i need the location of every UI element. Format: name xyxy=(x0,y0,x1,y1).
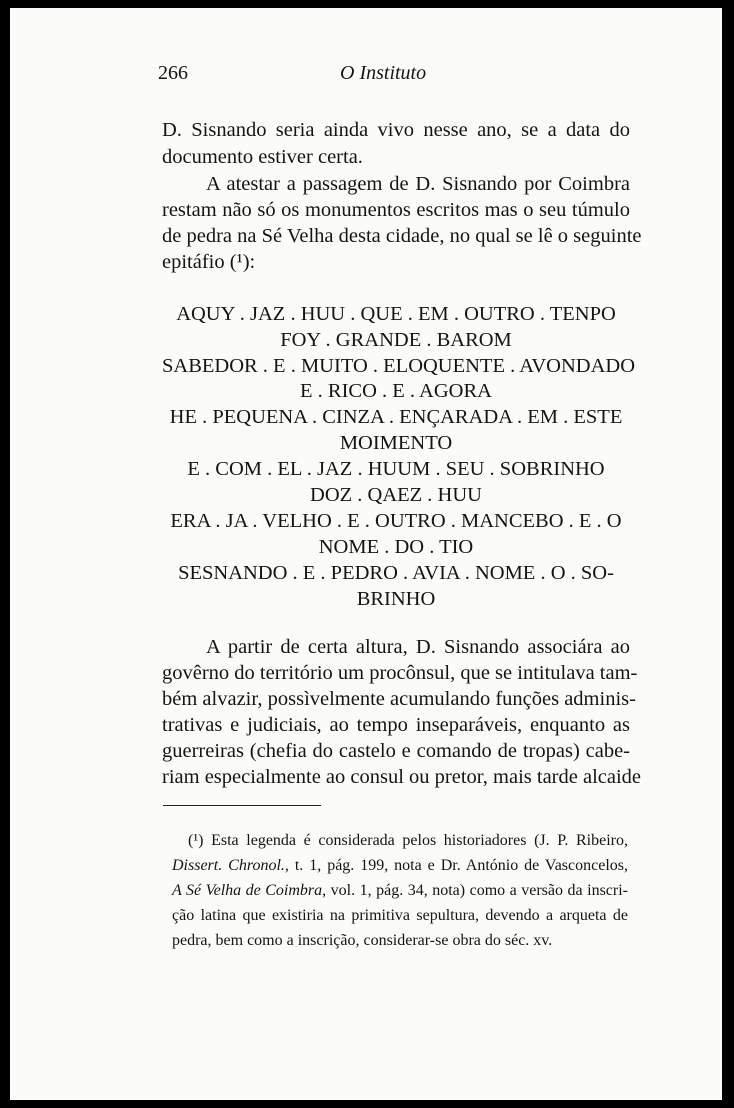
citation-title: A Sé Velha de Coimbra, xyxy=(172,882,327,899)
page-number: 266 xyxy=(158,62,188,84)
text-line: A atestar a passagem de D. Sisnando por Coimbra xyxy=(206,173,630,195)
text-fragment: epitáfio xyxy=(162,251,225,273)
epitaph-line: SESNANDO . E . PEDRO . AVIA . NOME . O . SO- xyxy=(178,562,614,584)
footnote-line: ção latina que existiria na primitiva sepultura, devendo a arqueta de xyxy=(172,907,628,924)
epitaph-line: E . COM . EL . JAZ . HUUM . SEU . SOBRINHO xyxy=(187,458,605,480)
epitaph-line: NOME . DO . TIO xyxy=(318,536,474,558)
text-line: guerreiras (chefia do castelo e comando de tropas) cabe- xyxy=(162,740,630,762)
text-fragment: Esta legenda é considerada pelos historiadores (J. P. Ribeiro, xyxy=(211,832,629,849)
text-line: bém alvazir, possìvelmente acumulando funções adminis- xyxy=(162,688,636,710)
epitaph-line: MOIMENTO xyxy=(339,432,453,454)
epitaph-line: SABEDOR . E . MUITO . ELOQUENTE . AVONDADO xyxy=(162,355,636,377)
text-line: govêrno do território um procônsul, que se intitulava tam- xyxy=(162,662,638,684)
text-fragment: vol. 1, pág. 34, nota) como a versão da inscri- xyxy=(326,882,628,899)
footnote-line xyxy=(172,879,628,903)
footnote-reference: (¹): xyxy=(229,251,256,273)
epitaph-line: HE . PEQUENA . CINZA . ENÇARADA . EM . ESTE xyxy=(169,406,623,428)
running-title: O Instituto xyxy=(340,62,427,84)
text-line: de pedra na Sé Velha desta cidade, no qual se lê o seguinte xyxy=(162,225,642,247)
footnote-rule xyxy=(163,805,321,806)
text-line: D. Sisnando seria ainda vivo nesse ano, se a data do xyxy=(162,119,630,141)
footnote-line xyxy=(172,854,628,878)
footnote-line: pedra, bem como a inscrição, considerar-se obra do séc. xv. xyxy=(172,932,553,949)
text-fragment: t. 1, pág. 199, nota e Dr. António de Vasconcelos, xyxy=(288,857,628,874)
epitaph-line: BRINHO xyxy=(356,588,436,610)
footnote-marker: (¹) xyxy=(188,832,204,849)
epitaph-line: E . RICO . E . AGORA xyxy=(300,380,492,402)
epitaph-line: DOZ . QAEZ . HUU xyxy=(310,484,482,506)
text-line: trativas e judiciais, ao tempo inseparáveis, enquanto as xyxy=(162,714,630,736)
epitaph-line: AQUY . JAZ . HUU . QUE . EM . OUTRO . TENPO xyxy=(176,303,616,325)
text-line: documento estiver certa. xyxy=(162,146,363,168)
footnote-line xyxy=(188,829,628,853)
epitaph-line: ERA . JA . VELHO . E . OUTRO . MANCEBO . E . O xyxy=(170,510,622,532)
citation-title: Dissert. Chronol., xyxy=(172,857,289,874)
text-line: riam especialmente ao consul ou pretor, mais tarde alcaide xyxy=(162,766,642,788)
text-line xyxy=(162,249,630,275)
text-line: restam não só os monumentos escritos mas o seu túmulo xyxy=(162,199,630,221)
epitaph-line: FOY . GRANDE . BAROM xyxy=(280,329,512,351)
text-line: A partir de certa altura, D. Sisnando associára ao xyxy=(206,636,630,658)
